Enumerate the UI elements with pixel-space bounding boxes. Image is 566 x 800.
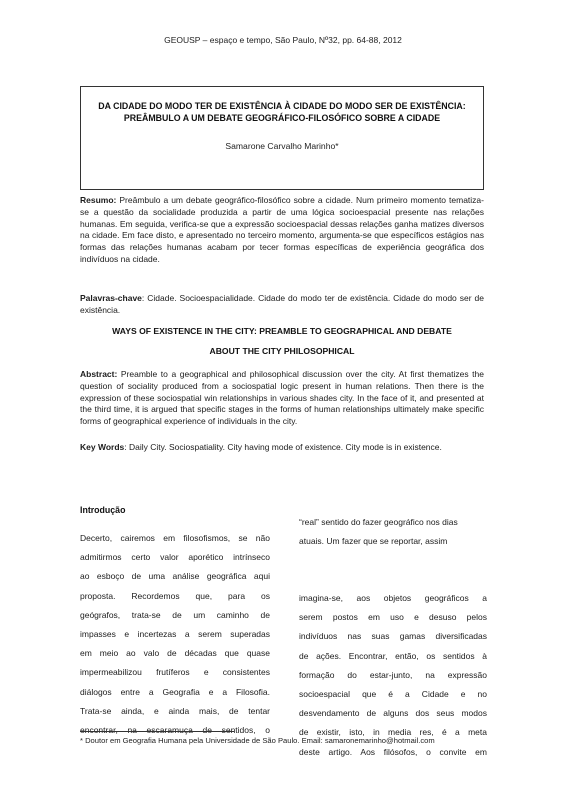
resumo-paragraph <box>80 195 484 266</box>
palavras-chave-label: Palavras-chave <box>80 293 142 303</box>
body-line: indivíduos nas suas gamas diversificadas <box>299 631 487 642</box>
body-line: Trata-se ainda, e ainda mais, de tentar <box>80 705 270 716</box>
right-column-top <box>299 513 487 551</box>
key-words-label: Key Words <box>80 442 125 452</box>
palavras-chave-text: : Cidade. Socioespacialidade. Cidade do modo ter de existência. Cidade do modo ser de existência. <box>80 293 484 315</box>
resumo-label: Resumo: <box>80 195 117 205</box>
resumo-text: Preâmbulo a um debate geográfico-filosófico sobre a cidade. Num primeiro momento tematiza-se a questão da socialidade produzida a partir de uma lógica socioespacial presente nas relações humanas. Em seguida, verifica-se que a expressão socioespacial dessas relações ganha matizes diversos na cidade. Em face disto, e apresentado no terceiro momento, argumenta-se que específicos estágios nas formas das relações humanas acabam por tecer formas específicas de experiência geográfica dos indivíduos na cidade. <box>80 195 484 264</box>
abstract-text: Preamble to a geographical and philosophical discussion over the city. At first thematizes the question of sociality produced from a sociospatial logic present in human relations. Then there is the expression of these sociospatial win relationships in various shades city. In the face of it, and presented at the third time, it is argued that specific stages in the forms of human relationships ultimately make specific forms of geographical experience of individuals in the city. <box>80 369 484 427</box>
body-line: admitirmos certo valor aporético intrínseco <box>80 552 270 563</box>
body-line: atuais. Um fazer que se reportar, assim <box>299 536 448 547</box>
english-title <box>80 321 484 361</box>
english-title-line-1: WAYS OF EXISTENCE IN THE CITY: PREAMBLE TO GEOGRAPHICAL AND DEBATE <box>112 326 452 336</box>
article-title-line-2: PREÂMBULO A UM DEBATE GEOGRÁFICO-FILOSÓFICO SOBRE A CIDADE <box>123 112 441 123</box>
body-line: de existir, isto, in media res, é a meta <box>299 727 487 738</box>
body-line: formação do estar-junto, na expressão <box>299 669 487 680</box>
title-box <box>80 86 484 190</box>
introducao-heading: Introdução <box>80 505 126 515</box>
body-line: Decerto, cairemos em filosofismos, se não <box>80 533 270 543</box>
body-line: em meio ao valo de décadas que quase <box>80 648 270 659</box>
body-line: impasses e incertezas a serem superadas <box>80 629 270 640</box>
key-words-text: : Daily City. Sociospatiality. City having mode of existence. City mode is in existence. <box>124 442 442 452</box>
palavras-chave-paragraph <box>80 293 484 317</box>
body-line: imagina-se, aos objetos geográficos a <box>299 593 487 603</box>
body-line: deste artigo. Aos filósofos, o convite em <box>299 746 487 757</box>
body-line: “real” sentido do fazer geográfico nos dias <box>299 517 458 527</box>
abstract-label: Abstract: <box>80 369 118 379</box>
body-line: socioespacial que é a Cidade e no <box>299 689 487 700</box>
left-column <box>80 529 270 740</box>
footnote: * Doutor em Geografia Humana pela Universidade de São Paulo. Email: samaronemarinho@hotmail.com <box>80 736 435 745</box>
key-words-paragraph <box>80 442 484 454</box>
running-header: GEOUSP – espaço e tempo, São Paulo, Nº32, pp. 64-88, 2012 <box>164 35 402 45</box>
english-title-line-2: ABOUT THE CITY PHILOSOPHICAL <box>209 346 355 356</box>
body-line: geógrafos, trata-se de um caminho de <box>80 609 270 620</box>
body-line: impermeabilizou frutíferos e consistentes <box>80 667 270 678</box>
footnote-rule <box>80 731 234 732</box>
body-line: diálogos entre a Geografia e a Filosofia. <box>80 686 270 697</box>
author-name: Samarone Carvalho Marinho* <box>225 141 339 151</box>
body-line: desvendamento de alguns dos seus modos <box>299 708 487 719</box>
body-line: ao esboço de uma análise geográfica aqui <box>80 571 270 582</box>
body-line: serem postos em uso e desuso pelos <box>299 612 487 623</box>
article-title-line-1: DA CIDADE DO MODO TER DE EXISTÊNCIA À CIDADE DO MODO SER DE EXISTÊNCIA: <box>98 101 466 111</box>
body-line: proposta. Recordemos que, para os <box>80 590 270 601</box>
body-line: encontrar, na escaramuça de sentidos, o <box>80 725 270 736</box>
body-line: de ações. Encontrar, então, os sentidos à <box>299 650 487 661</box>
abstract-paragraph <box>80 369 484 428</box>
